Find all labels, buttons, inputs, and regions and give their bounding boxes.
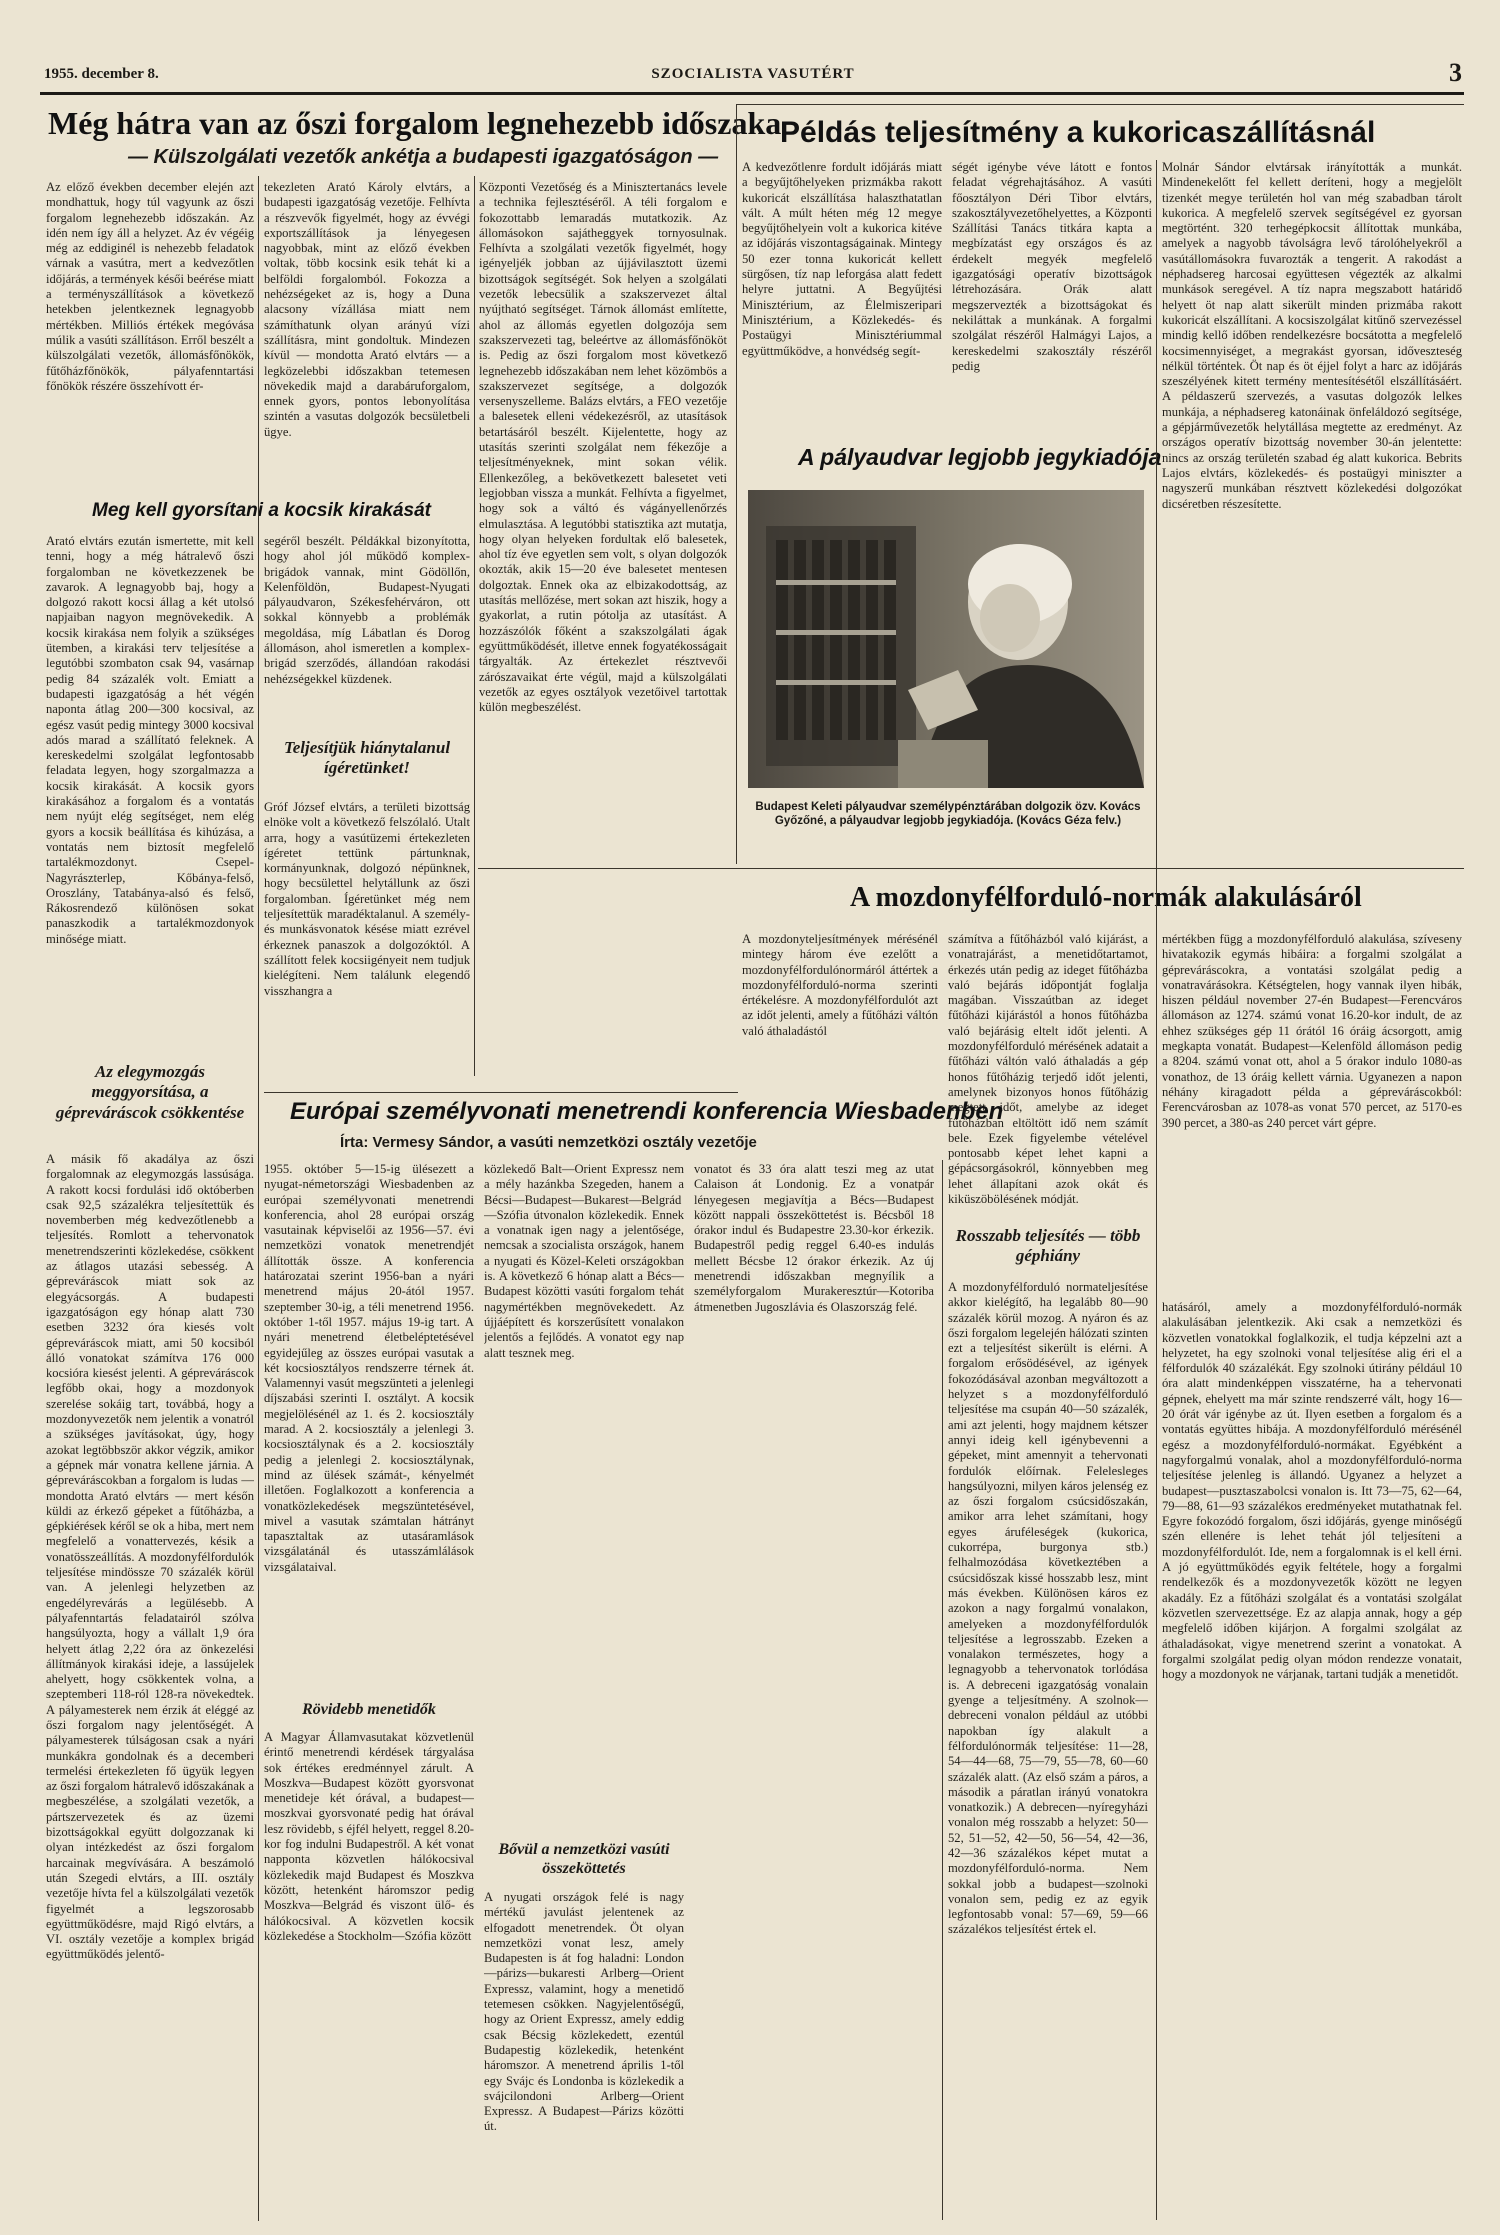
article-title: Európai személyvonati menetrendi konferencia Wiesbadenben [290, 1098, 1004, 1125]
section-heading: Az elegymozgás meggyorsítása, a gépreváráscok csökkentése [55, 1062, 245, 1122]
article-title: A mozdonyfélforduló-normák alakulásáról [850, 882, 1362, 913]
divider [264, 1092, 738, 1093]
article-title: Még hátra van az őszi forgalom legnehezebb időszaka [48, 105, 782, 141]
column-rule [1156, 160, 1157, 2220]
article-column: Arató elvtárs ezután ismertette, mit kell tenni, hogy a még hátralevő őszi forgalomban ne következzenek be zavarok. A legnagyobb baj, hogy a dolgozó rakott kocsi állag a két utolsó napjaiban nagyon megnövekedik. A kocsik kirakása nem folyik a szükséges ütemben, a kirakási terv teljesítése a legutóbbi szombaton csak 94, vasárnap pedig 84 százalék volt. Emiatt a budapesti igazgatóság a hét végén naponta átlag 200—300 kocsival, az egész vasút pedig mintegy 3000 kocsival adós marad a szállítató feleknek. A kereskedelmi szolgálat legfontosabb feladata legyen, hogy szorgalmazza a kocsik kirakását. A kocsik gyors kirakásához a forgalom és a vontatás nem nyújt elég segítséget, nem elég gyors a kocsik beállítása és kihúzása, a vontatás nem biztosít megfelelő tartalékmozdonyt. Csepel-Nagyrászterlep, Kőbánya-felső, Oroszlány, Tatabánya-alsó és felső, Rákosrendező különösen sokat panaszkodik a tartalékmozdonyok minősége miatt. [46, 534, 254, 946]
divider [478, 868, 1464, 869]
column-rule [474, 176, 475, 1076]
article-column: számítva a fűtőházból való kijárást, a vonatrajárást, a menetidőtartamot, érkezés után pedig az ideget fűtőházba való bejárás időpontját foglalja magában. Visszaútban az ideget fűtőházi kijárástól a honos fűtőházba való bejárásig eltelt időt jelenti. A mozdonyfélforduló mérésének adatait a fűtőházi váltón való áthaladás a gép honos fűtőházig terjedő időt jelenti, amelynek bizonyos honos fűtőházig megtett időt, amelybe az ideget fűtőházban eltöltött idő nem számít bele. Ezek figyelembe vételével pontosabb képet lehet kapni a gépácsorgásokról, könnyebben meg lehet állapítani azok okát és kiküszöbölésének módját. [948, 932, 1148, 1207]
article-column: Központi Vezetőség és a Minisztertanács levele a technika fejlesztéséről. A téli forgalom e fokozottabb lemaradás mutatkozik. Az állomásokon sajátheggyek tornyosulnak. Felhívta a szolgálati vezetők figyelmét, hogy igényeljék jobban az újjávilasztott üzemi bizottságok segítségét. Sok helyen a szolgálati vezetők lebecsülik a szakszervezet által nyújtható segítséget. Tárnok állomást említette, ahol az állomás egyetlen dolgozója sem szakszervezeti tag, beleértve az állomásfőnököt is. Pedig az őszi forgalom most következő legnehezebb időszakában nem lehet közömbös a szakszervezet segítsége, a dolgozók versenyszelleme. Balázs elvtárs, a FEO vezetője a balesetek elleni védekezésről, az utasítások betartásáról beszélt. Kijelentette, hogy az utasítás szerinti szolgálat nem fékezője a teljesítményeknek, mint sokan vélik. Ellenkezőleg, a bekövetkezett balesetet veti legjobban vissza a munkát. Felhívta a figyelmet, hogy sok a váltó és vágányellenőrzés elmulasztása. A legutóbbi statisztika azt mutatja, hogy olyan helyeken fordultak elő balesetek, ahol tíz éve egyetlen sem volt, s olyan dolgozók okozták, akik 15—20 éve balesetet mentesen dolgoztak. Ennek oka az elbizakodottság, az utasítás mellőzése, mert sokan azt hiszik, hogy a gyakorlat, a rutin pótolja az utasítást. A hozzászólók főként a szakszolgálati ágak együttműködését, illetve ennek fogyatékosságait tárgyalták. Az értekezlet résztvevői zárószavaikat érte végül, majd a külszolgálati vezetők az egyes osztályok vezetőivel tartottak külön megbeszélést. [479, 180, 727, 715]
column-rule [942, 1160, 943, 2220]
article-column: A kedvezőtlenre fordult időjárás miatt a begyűjtőhelyeken prizmákba rakott kukoricát elszállítása halaszthatatlan vált. A múlt héten még 12 megye begyűjtőhelyein volt a kukorica kitéve az időjárás viszontagságainak. Mintegy 50 ezer tonna kukoricát kellett sürgősen, tíz nap leforgása alatt fedett helyre juttatni. A Begyűjtési Minisztérium, az Élelmiszeripari Minisztérium, a Közlekedés- és Postaügyi Minisztériummal együttműködve, a honvédség segít- [742, 160, 942, 358]
article-column: Molnár Sándor elvtársak irányították a munkát. Mindenekelőtt fel kellett deríteni, hogy a megjelölt tizenkét megye területén hol van még szabadban tárolt kukorica. A megfelelő szervek segítségével ez gyorsan megtörtént. 320 terhegépkocsit állítottak munkába, amelyek a nagyobb távolságra levő tárolóhelyekről a vasútállomásokra fuvarozták a tengerit. A rakodást a néphadsereg harcosai együttesen végezték az alkalmi munkások seregével. A tíz napra megszabott határidő helyett öt nap alatt sikerült minden prizmába rakott kukoricát elszállítani. A kocsiszolgálat kitűnő szervezéssel mindig kellő időben rendelkezésre bocsátotta a megfelelő kocsimennyiséget, a megrakást gyorsan, időveszteség nélkül történtek. Öt nap és öt éjjel folyt a harc az időjárás szeszélyének kitett termény mentesítésétől elszállításáért. A példaszerű szervezés, a vasutas dolgozók lelkes munkája, a néphadsereg katonáinak önfeláldozó segítsége, a gépjárművezetők helytállása megtette az eredményt. Az országos operatív bizottság november 30-án jelentette: nincs az ország területén szabad ég alatt kukorica. Bebrits Lajos elvtárs, közlekedés- és postaügyi miniszter a nagyszerű munkában résztvett közlekedési dolgozókat dicséretben részesítette. [1162, 160, 1462, 511]
photo-caption: Budapest Keleti pályaudvar személypénztárában dolgozik özv. Kovács Győzőné, a pályaudvar legjobb jegykiadója. (Kovács Géza felv.) [755, 801, 1141, 827]
article-title: Példás teljesítmény a kukoricaszállításnál [780, 116, 1376, 149]
section-heading: Bővül a nemzetközi vasúti összeköttetés [498, 1841, 670, 1878]
article-column: mértékben függ a mozdonyfélforduló alakulása, szíveseny hivatakozik egymás hibáira: a forgalmi szolgálat a gépreváráscokra, a vontatási szolgálat pedig a vonatravárásokra. Kétségtelen, hogy vannak ilyen hibák, hiszen például november 27-én Budapest—Ferencváros állomáson az 1274. számú vonat 16.20-kor indult, de az ehhez szükséges gép 11 órától 16 óráig ácsorgott, amig megkapta vonatát. Budapest—Kelenföld állomáson pedig a 8204. számú vonat ott, ahol a 5 órakor indulo 1080-as vonathoz, de 13 óráig kellett várnia. Ugyanezen a napon néhány kiragadott példa a gépreváráscokból: Ferencvárosban az 1078-as vonat 570 percet, az 5170-es 390 percet, a 380-as 240 percet várt gépre. [1162, 932, 1462, 1130]
photo-image [748, 490, 1144, 788]
article-column: Az előző években december elején azt mondhattuk, hogy túl vagyunk az őszi forgalom legnehezebb időszakán. Az idén nem így áll a helyzet. Az év végéig még az eddiginél is nehezebb feladatok várnak a vasútra, mert a kedvezőtlen időjárás, a termények késői beérése miatt a terményszállítások a következő hetekben jelentkeznek legnagyobb mértékben. Milliós értékek megóvása múlik a vasúti szállításon. Erről beszélt a külszolgálati vezetők, állomásfőnökök, fűtőházfőnökök, pályafenntartási főnökök részére összehívott ér- [46, 180, 254, 393]
article-column: hatásáról, amely a mozdonyfélforduló-normák alakulásában jelentkezik. Aki csak a nemzetközi és közvetlen vonatokkal foglalkozik, el tudja képzelni azt a helyzetet, ha egy szolnoki vonal teljesítése alig éri el a félfordulók 40 százalékát. Egy szolnoki útirány például 10 óra alatt mindenképpen visszatérne, ha a tehervonati gépnek, ehelyett ma már szinte rendszerré vált, hogy 16—20 órát vár igénybe az út. Ilyen esetben a forgalom és a vontatás együttes hibája. A mozdonyfélforduló mérésénél egész a mozdonyfélforduló-normákat. Egyébként a nagyforgalmú vonalak, ahol a mozdonyfélforduló-norma teljesítése jelenleg is állandó. Ugyanez a helyzet a budapest—pusztaszabolcsi vonalon is. Itt 73—75, 62—64, 79—88, 61—93 százalékos eredményeket mutathatnak fel. Egyre fokozódó forgalom, őszi időjárás, gyenge minőségű szén ellenére is lehet tehát jól teljesíteni a mozdonyfélfordulót. Ide, nem a forgalomnak is el kell érni. A jó együttműködés egyik feltétele, hogy a forgalmi rendelkezők és a mozdonyvezetők között ne legyen akadály. Ez a fűtőházi szolgálat és a vontatási szolgálat közvetlen szervezettsége. Ez az alapja annak, hogy a gép megfelelő időben kijárjon. A forgalmi szolgálat az áthaladásokat, vigye menetrend szerint a vonatokat. A forgalmi szolgálat pedig olyan módon rendezze vonatait, hogy a mozdonyok ne várjanak, tartani tudják a menetidőt. [1162, 1300, 1462, 1682]
article-column: A nyugati országok felé is nagy mértékű javulást jelentenek az elfogadott menetrendek. Öt olyan nemzetközi vonat lesz, amely Budapesten is át fog haladni: London—párizs—bukaresti Arlberg—Orient Expressz, valamint, hogy a menetidő tetemesen csökken. Nagyjelentőségű, hogy az Orient Expressz, amely eddig csak Bécsig közlekedett, ezentúl Budapestig közlekedik, hetenként háromszor. A menetrend április 1-től egy Svájc és Londonba is közlekedik a svájcilondoni Arlberg—Orient Expressz. A Budapest—Párizs közötti út. [484, 1890, 684, 2134]
page-header [44, 58, 1462, 87]
article-title: A pályaudvar legjobb jegykiadója [798, 444, 1162, 470]
article-column: Gróf József elvtárs, a területi bizottság elnöke volt a következő felszólaló. Utalt arra, hogy a vasútüzemi értekezleten ígéretet tettünk pártunknak, kormányunknak, dolgozó népünknek, hogy becsülettel helytállunk az őszi forgalomban. Ígéretünket még nem teljesítettük maradéktalanul. A személy- és munkásvonatok késése miatt ezrével érkeznek panaszok a dolgozóktól. A szállított felek kocsiigényeit nem tudjuk kielégíteni. Nem találunk elegendő visszhangra a [264, 800, 470, 998]
issue-date: 1955. december 8. [44, 66, 159, 82]
article-column: segéről beszélt. Példákkal bizonyította, hogy ahol jól működő komplex-brigádok vannak, mint Gödöllőn, Kelenföldön, Budapest-Nyugati pályaudvaron, Székesfehérváron, ott sokkal könnyebb a problémák megoldása, míg Lábatlan és Dorog állomáson, ahol ismeretlen a komplex-brigád szerződés, állandóan rakodási nehézségekkel küzdenek. [264, 534, 470, 686]
byline: Írta: Vermesy Sándor, a vasúti nemzetközi osztály vezetője [340, 1134, 757, 1151]
ticket-clerk-photo [748, 490, 1144, 788]
section-heading: Teljesítjük hiánytalanul ígéretünket! [283, 738, 451, 778]
masthead: SZOCIALISTA VASUTÉRT [651, 66, 855, 82]
section-heading: Rosszabb teljesítés — több géphiány [955, 1226, 1141, 1266]
article-column: A mozdonyfélforduló normateljesítése akkor kielégítő, ha legalább 80—90 százalék körül mozog. A nyáron és az őszi forgalom legelején hálózati szinten ezt a teljesítést sikerült is elérni. A forgalom erősödésével, az igények fokozódásával azonban megváltozott a helyzet s a mozdonyfélforduló teljesítése ma csupán 40—50 százalék, ami azt jelenti, hogy majdnem kétszer annyi ideig kell igénybevenni a gépeket, mint amennyit a tehervonati fordulók előírnak. Felelesleges hangsúlyozni, milyen káros jelenség ez az őszi forgalom csúcsidőszakán, amikor arra lehet számítani, hogy egyes áruféleségek (kukorica, cukorrépa, burgonya stb.) felhalmozódása következtében a csúcsidőszak kissé hosszabb lesz, mint más években. Különösen káros ez azokon a nagy forgalmú vonalakon, amelyeken a mozdonyfélfordulók teljesítése a legrosszabb. Ezeken a vonalakon természetes, hogy a legnagyobb a tehervonatok torlódása is. A debreceni igazgatóság vonalain gyenge a teljesítmény. A szolnok—debreceni vonalon például az utóbbi napokban így alakult a félfordulónormák teljesítése: 11—28, 54—44—68, 75—79, 55—78, 60—60 százalék alatt. (Az első szám a páros, a második a páratlan irányú vonatokra vonatkozik.) A debrecen—nyíregyházi vonalon még rosszabb a helyzet: 50—52, 51—52, 42—50, 56—54, 42—36, 42—36 százalékos képet mutat a mozdonyfélforduló-norma. Nem sokkal jobb a budapest—szolnoki vonalon sem, pedig ez az egyik legfontosabb vonal: 57—69, 59—66 százalékos teljesítést értek el. [948, 1280, 1148, 1937]
divider [736, 104, 1464, 105]
article-column: A mozdonyteljesítmények mérésénél mintegy három éve ezelőtt a mozdonyfélfordulónormáról áttértek a mozdonyfélforduló-norma szerinti értékelésre. A mozdonyfélfordulót azt az időt jelenti, amely a fűtőházi váltón való áthaladástól [742, 932, 938, 1038]
article-column: vonatot és 33 óra alatt teszi meg az utat Calaison át Londonig. Ez a vonatpár lényegesen megjavítja a Bécs—Budapest között nappali összeköttetést is. Bécsből 18 órakor indul és Budapestre 23.30-kor érkezik. Budapestről pedig reggel 6.40-es indulás mellett Bécsbe 12 órakor érkezik. Az új menetrendi időszakban megnyílik a személyforgalom Murakeresztúr—Kotoriba átmenetben Jugoszlávia és Olaszország felé. [694, 1162, 934, 1314]
article-column: ségét igénybe véve látott e fontos feladat végrehajtásához. A vasúti főosztályon Déri Tibor elvtárs, szakosztályvezetőhelyettes, a Központi Szállítási Tanács titkára kapta a megbízatást egy országos és az érdekelt megyék megfelelő igazgatósági operatív bizottságok létrehozására. Orák alatt megszervezték a bizottságokat és nekiláttak a munkának. A forgalmi szolgálat részéről Halmágyi Lajos, a kereskedelmi szakosztály részéről pedig [952, 160, 1152, 373]
column-rule [736, 104, 737, 864]
section-heading: Rövidebb menetidők [302, 1701, 436, 1718]
page-number: 3 [1449, 58, 1462, 87]
article-column: A másik fő akadálya az őszi forgalomnak az elegymozgás lassúsága. A rakott kocsi fordulási idő októberben csak 92,5 százalékra teljesítettük és novemberben még kedvezőtlenebb a teljesítés. Romlott a tehervonatok menetrendszerinti közlekedése, csökkent az átlagos utazási sebesség. A gépreváráscok miatt sok az elegyácsorgás. A budapesti igazgatóságon egy hónap alatt 730 esetben 3232 óra kiesés volt gépreváráscok miatt, ami 50 kocsiból álló vonatokat számítva 176 000 kocsióra kiesést jelenti. A gépreváráscok legfőbb okai, hogy a mozdonyok szerelése sokáig tart, továbbá, hogy a mozdonyvezetők nem jelentik a vonatról a szükséges javításokat, úgy, hogy azokat legtöbbször akkor végzik, amikor a gépnek már vonatra kellene járnia. A gépreváráscokban a forgalom is ludas — mondotta Arató elvtárs — mert későn küldi az érkező gépeket a fűtőházba, a gépkiérések kéről se ok a hiba, mert nem megfelelő a vonattervezés, késik a vonatösszeállítás. A mozdonyfélfordulók teljesítése mindössze 70 százalék körül van. A jelenlegi helyzetben az engedélyrevárás a legülésebb. A pályafenntartás feladatairól szólva hangsúlyozta, hogy a vállalt 1,9 óra helyett átlag 2,22 óra az önkezelési állítmányok kirakási ideje, a lassújelek ahelyett, hogy csökkentek volna, a szeptemberi 118-ról 128-ra növekedtek. A pályamesterek nem érzik át eléggé az őszi forgalom nagy jelentőségét. A pályamesterek túlságosan csak a nyári munkákra gondolnak és a decemberi termelési értekezleten fő ügyük legyen az őszi forgalom hátralevő időszakának a megbeszélése, a szolgálati vezetők, a pártszervezetek és az üzemi bizottságokkal együtt dolgozzanak ki olyan intézkedést az őszi forgalom harcainak megvívására. A beszámoló után Szegedi elvtárs, a III. osztály vezetője hívta fel a külszolgálati vezetők figyelmét a legszorosabb együttműködésre, majd Rigó elvtárs, a VI. osztály vezetője a komplex brigád együttműködés jelentő- [46, 1152, 254, 1962]
header-rule [40, 92, 1464, 95]
column-rule [258, 176, 259, 2221]
section-heading: Meg kell gyorsítani a kocsik kirakását [92, 500, 432, 521]
article-column: tekezleten Arató Károly elvtárs, a budapesti igazgatóság vezetője. Felhívta a részvevők figyelmét, hogy az évvégi exportszállítások ja lényegesen nagyobbak, mint az előző években voltak, több kocsink esik tehát ki a belföldi forgalomból. Fokozza a nehézségeket az is, hogy a Duna alacsony vízállása miatt nem számíthatunk olyan arányú vízi szállításra, mint gondoltuk. Mindezen kívül — mondotta Arató elvtárs — a legközelebbi időszakban tetemesen növekedik majd a darabáruforgalom, ennek gyors, pontos lebonyolítása szintén a vasutas dolgozók becsületbeli ügye. [264, 180, 470, 439]
article-column: 1955. október 5—15-ig ülésezett a nyugat-németországi Wiesbadenben az európai személyvonati menetrendi konferencia, ahol 28 európai ország vasutainak képviselői az 1956—57. évi nemzetközi vonatok menetrendjét állították össze. A konferencia határozatai szerint 1956-ban a nyári menetrend május 20-ától 1957. szeptember 30-ig, a téli menetrend 1956. október 1-től 1957. május 19-ig tart. A nyári menetrend életbeléptetésével egyidejűleg az összes európai vasutak a két kocsiosztályos rendszerre térnek át. Valamennyi vasút megszünteti a jelenlegi díjszabási szerinti I. osztályt. A kocsik megjelölésénél az 1. és 2. kocsiosztály marad. A 2. kocsiosztály a jelenlegi 3. kocsiosztálynak és a 2. kocsiosztály pedig a jelenlegi 2. kocsiosztálynak, mind az ülések számát-, kényelmét illetően. Foglalkozott a konferencia a vonatközlekedések megszüntetésével, mivel a vasutak számtalan hátrányt tapasztaltak az utasáramlások vizsgálatánál és utasszámlálások vizsgálataival. [264, 1162, 474, 1574]
article-subtitle: — Külszolgálati vezetők ankétja a budapesti igazgatóságon — [128, 146, 719, 168]
article-column: A Magyar Államvasutakat közvetlenül érintő menetrendi kérdések tárgyalása sok értékes eredménnyel zárult. A Moszkva—Budapest között gyorsvonat menetideje két órával, a budapest—moszkvai gyorsvonaté pedig hat órával lesz rövidebb, s éjfél helyett, reggel 8.20-kor fog indulni Budapestről. A két vonat napponta közvetlen hálókocsival közlekedik majd Budapest és Moszkva között, hetenként háromszor pedig Moszkva—Belgrád és viszont ülő- és hálókocsival. A közvetlen kocsik közlekedése a Stockholm—Szófia között [264, 1730, 474, 1943]
article-column: közlekedő Balt—Orient Expressz nem a mély hazánkba Szegeden, hanem a Bécsi—Budapest—Bukarest—Belgrád—Szófia útvonalon közlekedik. Ennek a vonatnak igen nagy a jelentősége, nemcsak a szocialista országok, hanem a nyugati és Közel-Keleti országokban is. A következő 6 hónap alatt a Bécs—Budapest közötti vasúti forgalom tehát nagymértékben megnövekedett. Az újjáépített és korszerűsített vonalakon jelentős a fejlődés. A vonatot egy nap alatt tesznek meg. [484, 1162, 684, 1360]
